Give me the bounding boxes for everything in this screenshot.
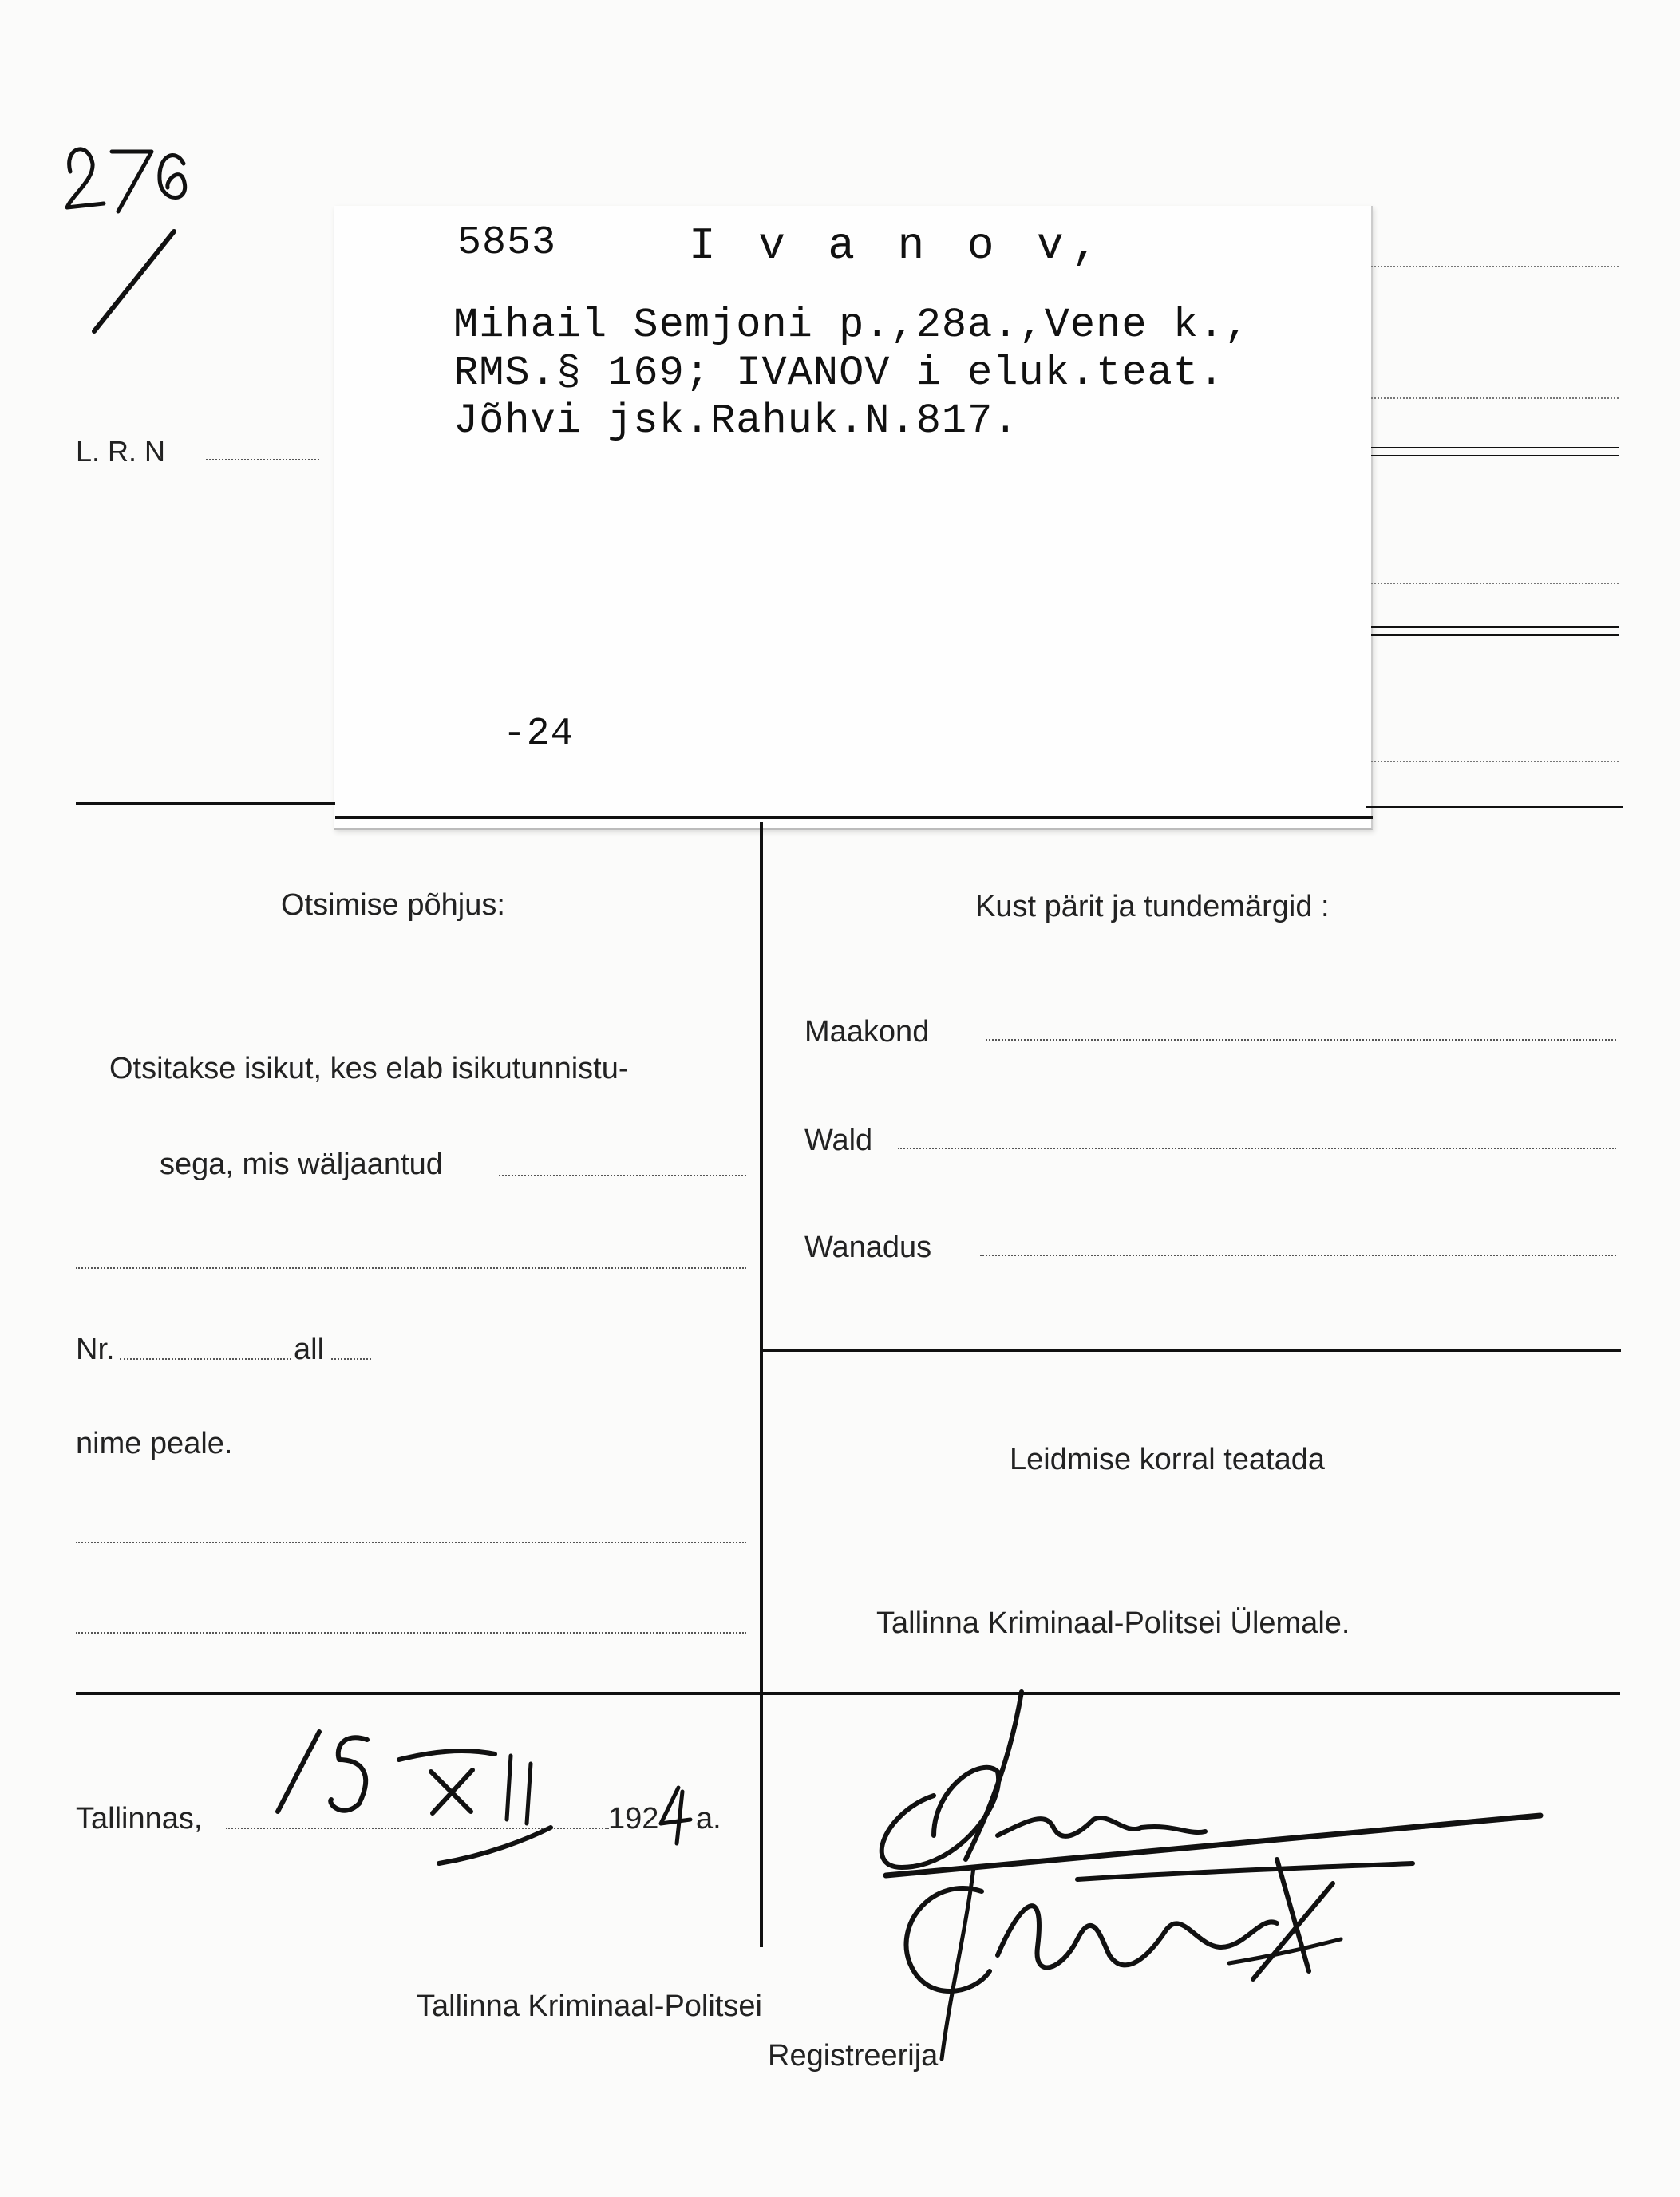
notify-label: Leidmise korral teatada — [1010, 1443, 1325, 1476]
notify-to: Tallinna Kriminaal-Politsei Ülemale. — [876, 1606, 1350, 1640]
wanadus-label: Wanadus — [804, 1231, 932, 1264]
nr-label: Nr. — [76, 1333, 115, 1366]
handwritten-year-digit — [654, 1784, 702, 1847]
card-year-suffix: -24 — [503, 713, 575, 756]
org-label: Tallinna Kriminaal-Politsei — [417, 1990, 762, 2023]
search-reason-text-1: Otsitakse isikut, kes elab isikutunnistu- — [109, 1052, 629, 1085]
search-reason-text-2: sega, mis wäljaantud — [160, 1148, 443, 1181]
wald-label: Wald — [804, 1124, 873, 1157]
year-suffix: a. — [696, 1802, 721, 1835]
card-line-1: Mihail Semjoni p.,28a.,Vene k., — [453, 302, 1251, 349]
archive-number-handwritten — [56, 76, 200, 267]
origin-heading: Kust pärit ja tundemärgid : — [975, 890, 1330, 923]
all-label: all — [294, 1333, 325, 1366]
lrn-label: L. R. N — [76, 435, 166, 468]
signature-lower — [862, 1835, 1421, 2075]
year-prefix: 192 — [608, 1802, 659, 1835]
place-label: Tallinnas, — [76, 1802, 203, 1835]
index-card — [334, 206, 1373, 830]
card-line-3: Jõhvi jsk.Rahuk.N.817. — [453, 397, 1019, 445]
column-divider — [760, 822, 763, 1947]
maakond-label: Maakond — [804, 1015, 930, 1049]
handwritten-date — [263, 1724, 599, 1891]
role-label: Registreerija — [768, 2039, 939, 2073]
card-line-2: RMS.§ 169; IVANOV i eluk.teat. — [453, 350, 1225, 397]
card-number: 5853 — [457, 220, 557, 266]
name-label: nime peale. — [76, 1427, 233, 1460]
card-surname: I v a n o v, — [689, 220, 1107, 271]
search-reason-heading: Otsimise põhjus: — [281, 888, 505, 922]
